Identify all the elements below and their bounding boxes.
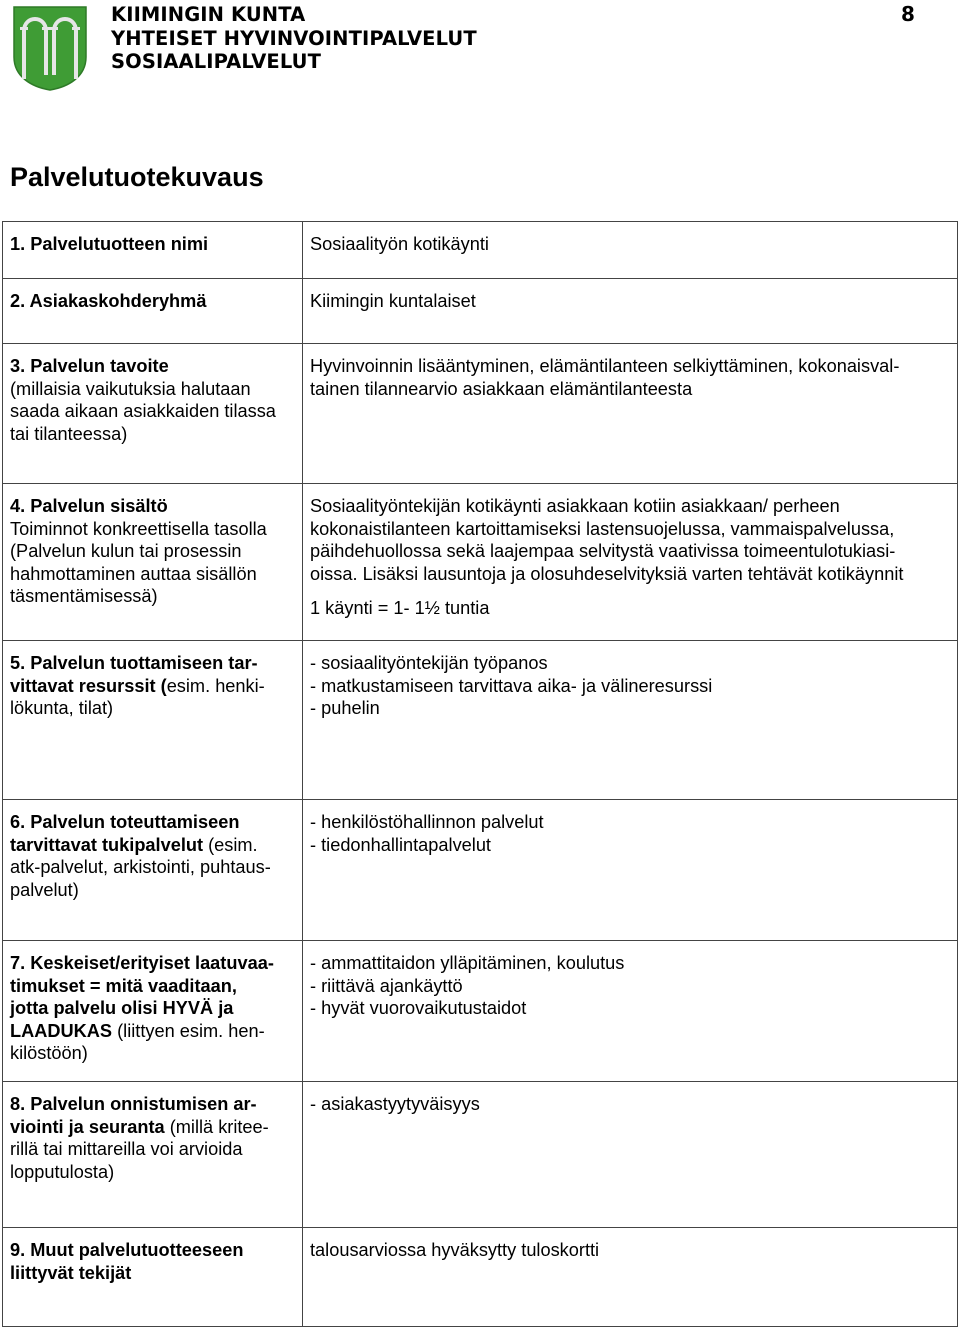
row-value-cell bbox=[303, 344, 958, 484]
label-text: (esim. bbox=[203, 834, 258, 855]
row-label-cell bbox=[3, 484, 303, 641]
row-label-cell bbox=[3, 1228, 303, 1327]
value-line: - hyvät vuorovaikutustaidot bbox=[310, 998, 527, 1018]
org-unit: SOSIAALIPALVELUT bbox=[111, 50, 321, 73]
label-bold-text: 2. Asiakaskohderyhmä bbox=[10, 291, 207, 311]
value-line: - henkilöstöhallinnon palvelut bbox=[310, 812, 544, 832]
label-line bbox=[10, 1161, 295, 1184]
label-bold-text: 3. Palvelun tavoite bbox=[10, 356, 169, 376]
row-value-cell bbox=[303, 800, 958, 941]
label-line bbox=[10, 495, 295, 518]
label-text: lopputulosta) bbox=[10, 1161, 115, 1182]
label-line bbox=[10, 233, 295, 256]
label-line bbox=[10, 1093, 295, 1116]
label-text: lökunta, tilat) bbox=[10, 698, 114, 718]
coat-of-arms-icon bbox=[12, 5, 88, 91]
label-text: (millä kritee- bbox=[164, 1116, 269, 1137]
value-line: Sosiaalityön kotikäynti bbox=[310, 234, 489, 254]
label-bold-text: LAADUKAS bbox=[10, 1020, 113, 1041]
service-description-table bbox=[2, 221, 958, 1327]
label-line bbox=[10, 879, 295, 902]
label-bold-text: liittyvät tekijät bbox=[10, 1262, 132, 1283]
label-line bbox=[10, 1262, 295, 1285]
row-label-cell bbox=[3, 279, 303, 344]
label-bold-text: jotta palvelu olisi HYVÄ ja bbox=[10, 998, 234, 1018]
value-line: - asiakastyytyväisyys bbox=[310, 1094, 480, 1114]
value-line: Kiimingin kuntalaiset bbox=[310, 291, 476, 311]
label-line bbox=[10, 834, 295, 857]
row-value-cell bbox=[303, 1228, 958, 1327]
row-label-cell bbox=[3, 222, 303, 279]
label-line bbox=[10, 1116, 295, 1139]
label-line bbox=[10, 975, 295, 998]
label-line bbox=[10, 1138, 295, 1161]
label-line bbox=[10, 423, 295, 446]
label-bold-text: 9. Muut palvelutuotteeseen bbox=[10, 1240, 244, 1260]
value-line: oissa. Lisäksi lausuntoja ja olosuhdeselvityksiä varten tehtävät kotikäynnit bbox=[310, 563, 904, 584]
row-label-cell bbox=[3, 641, 303, 800]
row-value-cell bbox=[303, 222, 958, 279]
row-value-cell bbox=[303, 484, 958, 641]
label-line bbox=[10, 811, 295, 834]
value-line: - matkustamiseen tarvittava aika- ja välineresurssi bbox=[310, 675, 713, 696]
value-line: talousarviossa hyväksytty tuloskortti bbox=[310, 1240, 600, 1260]
table-row bbox=[3, 1228, 958, 1327]
label-text: hahmottaminen auttaa sisällön bbox=[10, 563, 257, 584]
label-bold-text: timukset = mitä vaaditaan, bbox=[10, 975, 237, 996]
row-value-cell bbox=[303, 279, 958, 344]
value-line: Sosiaalityöntekijän kotikäynti asiakkaan kotiin asiakkaan/ perheen bbox=[310, 496, 840, 516]
label-bold-text: 8. Palvelun onnistumisen ar- bbox=[10, 1094, 257, 1114]
value-line: - ammattitaidon ylläpitäminen, koulutus bbox=[310, 953, 625, 973]
row-label-cell bbox=[3, 1082, 303, 1228]
label-bold-text: 5. Palvelun tuottamiseen tar- bbox=[10, 653, 258, 673]
label-line bbox=[10, 290, 295, 313]
label-line bbox=[10, 355, 295, 378]
row-label-cell bbox=[3, 344, 303, 484]
label-bold-text: vittavat resurssit ( bbox=[10, 675, 167, 696]
label-line bbox=[10, 563, 295, 586]
value-line: kokonaistilanteen kartoittamiseksi lastensuojelussa, vammaispalvelussa, bbox=[310, 518, 895, 539]
row-label-cell bbox=[3, 800, 303, 941]
table-row bbox=[3, 484, 958, 641]
label-line bbox=[10, 585, 295, 608]
row-value-cell bbox=[303, 1082, 958, 1228]
value-line: - sosiaalityöntekijän työpanos bbox=[310, 653, 548, 673]
label-bold-text: 6. Palvelun toteuttamiseen bbox=[10, 812, 240, 832]
label-bold-text: 7. Keskeiset/erityiset laatuvaa- bbox=[10, 953, 274, 973]
label-line bbox=[10, 378, 295, 401]
row-label-cell bbox=[3, 941, 303, 1082]
label-text: (Palvelun kulun tai prosessin bbox=[10, 541, 242, 561]
page-number: 8 bbox=[901, 2, 915, 26]
label-text: palvelut) bbox=[10, 879, 79, 900]
label-line bbox=[10, 652, 295, 675]
label-line bbox=[10, 1239, 295, 1262]
table-row bbox=[3, 344, 958, 484]
value-line: tainen tilannearvio asiakkaan elämäntilanteesta bbox=[310, 378, 693, 399]
label-text: täsmentämisessä) bbox=[10, 586, 158, 606]
label-bold-text: 1. Palvelutuotteen nimi bbox=[10, 234, 209, 254]
value-line: päihdehuollossa sekä laajempaa selvitystä vaativissa toimeentulotukiasi- bbox=[310, 541, 896, 561]
label-bold-text: tarvittavat tukipalvelut bbox=[10, 834, 204, 855]
label-text: tai tilanteessa) bbox=[10, 423, 128, 444]
label-line bbox=[10, 400, 295, 423]
label-line bbox=[10, 997, 295, 1020]
label-text: kilöstöön) bbox=[10, 1043, 88, 1063]
organization-header bbox=[111, 3, 477, 74]
table-row bbox=[3, 941, 958, 1082]
value-line: - puhelin bbox=[310, 698, 380, 718]
label-line bbox=[10, 540, 295, 563]
label-text: esim. henki- bbox=[166, 675, 265, 696]
label-text: rillä tai mittareilla voi arvioida bbox=[10, 1139, 243, 1159]
table-row bbox=[3, 279, 958, 344]
label-bold-text: viointi ja seuranta bbox=[10, 1116, 165, 1137]
label-text: Toiminnot konkreettisella tasolla bbox=[10, 518, 267, 539]
table-row bbox=[3, 800, 958, 941]
value-line: - tiedonhallintapalvelut bbox=[310, 834, 491, 855]
label-line bbox=[10, 697, 295, 720]
value-line: - riittävä ajankäyttö bbox=[310, 975, 463, 996]
org-department: YHTEISET HYVINVOINTIPALVELUT bbox=[111, 26, 477, 50]
label-line bbox=[10, 856, 295, 879]
org-name: KIIMINGIN KUNTA bbox=[111, 3, 306, 26]
label-text: (millaisia vaikutuksia halutaan bbox=[10, 378, 251, 399]
label-text: (liittyen esim. hen- bbox=[112, 1020, 265, 1041]
label-text: atk-palvelut, arkistointi, puhtaus- bbox=[10, 857, 271, 877]
value-line: Hyvinvoinnin lisääntyminen, elämäntilanteen selkiyttäminen, kokonaisval- bbox=[310, 356, 900, 376]
label-line bbox=[10, 952, 295, 975]
visit-duration: 1 käynti = 1- 1½ tuntia bbox=[310, 598, 490, 618]
row-value-cell bbox=[303, 941, 958, 1082]
label-line bbox=[10, 675, 295, 698]
document-title: Palvelutuotekuvaus bbox=[10, 162, 264, 192]
label-text: saada aikaan asiakkaiden tilassa bbox=[10, 401, 276, 421]
table-row bbox=[3, 1082, 958, 1228]
row-value-cell bbox=[303, 641, 958, 800]
label-bold-text: 4. Palvelun sisältö bbox=[10, 496, 168, 516]
label-line bbox=[10, 518, 295, 541]
table-row bbox=[3, 641, 958, 800]
label-line bbox=[10, 1042, 295, 1065]
table-row bbox=[3, 222, 958, 279]
label-line bbox=[10, 1020, 295, 1043]
